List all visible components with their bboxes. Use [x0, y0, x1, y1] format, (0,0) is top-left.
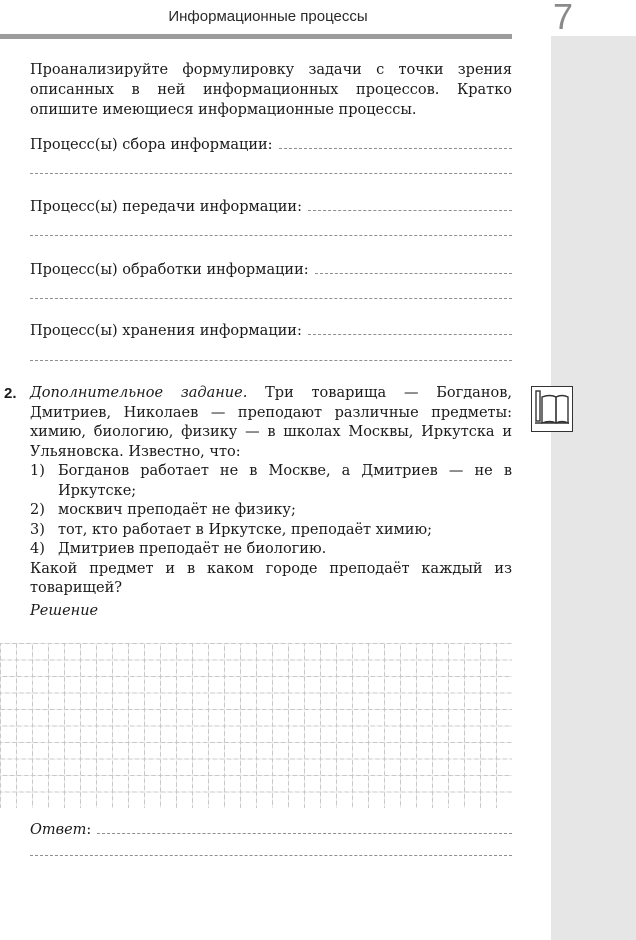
answer-line[interactable] — [315, 273, 512, 274]
answer-line[interactable] — [30, 235, 512, 236]
processing-process-field — [30, 256, 512, 278]
answer-line[interactable] — [308, 210, 512, 211]
answer-line[interactable] — [30, 360, 512, 361]
answer-line[interactable] — [30, 173, 512, 174]
task1-intro: Проанализируйте формулировку задачи с точки зрения описанных в ней информационных процессов. Кратко опишите имеющиеся информационные процессы. — [30, 62, 512, 118]
task-number: 2. — [4, 385, 17, 402]
field-label: Процесс(ы) хранения информации: — [30, 323, 302, 339]
condition-item: 4) Дмитриев преподаёт не биологию. — [30, 541, 327, 557]
answer-line[interactable] — [30, 298, 512, 299]
side-margin-strip — [551, 36, 636, 940]
collect-process-field — [30, 131, 512, 153]
page-number: 7 — [552, 0, 574, 37]
condition-item: 3) тот, кто работает в Иркутске, преподаёт химию; — [30, 521, 432, 538]
book-icon-graphic — [532, 387, 571, 430]
condition-item: 2) москвич преподаёт не физику; — [30, 502, 296, 518]
answer-label: Ответ: — [30, 822, 92, 838]
solution-label: Решение — [30, 603, 99, 619]
answer-line[interactable] — [308, 334, 512, 335]
task2-title: Дополнительное задание. — [30, 385, 248, 401]
field-label: Процесс(ы) сбора информации: — [30, 137, 273, 153]
task2-intro — [30, 384, 512, 462]
answer-line[interactable] — [279, 148, 512, 149]
book-icon — [531, 386, 573, 432]
answer-field — [30, 816, 512, 838]
condition-item: 1) Богданов работает не в Москве, а Дмитриев — не в Иркутске; — [30, 463, 512, 499]
storage-process-field — [30, 317, 512, 339]
answer-line[interactable] — [97, 833, 512, 834]
field-label: Процесс(ы) передачи информации: — [30, 199, 302, 215]
task2 — [4, 384, 512, 599]
transfer-process-field — [30, 193, 512, 215]
header-rule — [0, 34, 512, 39]
running-header-title: Информационные процессы — [168, 8, 368, 25]
answer-line[interactable] — [30, 855, 512, 856]
field-label: Процесс(ы) обработки информации: — [30, 262, 309, 278]
task2-intro-text: Три товарища — Богданов, Дмитриев, Николаев — преподают различные предметы: химию, биологию, физику — в школах Москвы, Иркутска и Ульяновска. Известно, что: — [30, 385, 512, 460]
task2-question: Какой предмет и в каком городе преподаёт каждый из товарищей? — [30, 560, 512, 596]
solution-grid[interactable] — [0, 643, 512, 808]
